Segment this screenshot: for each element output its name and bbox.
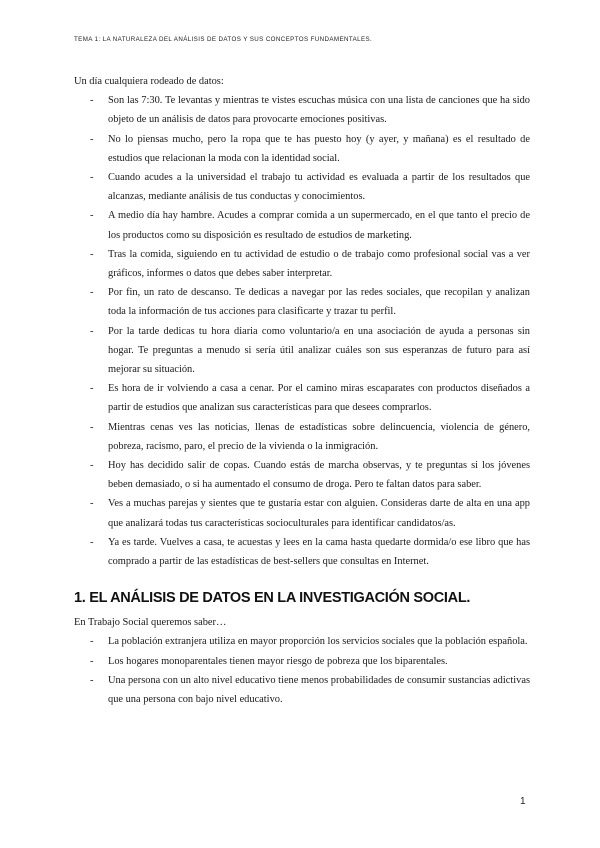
list-item: - Cuando acudes a la universidad el trabajo tu actividad es evaluada a partir de los resultados que alcanzas, mediante análisis de tus conductas y conocimientos. [74, 168, 530, 206]
list-item: - No lo piensas mucho, pero la ropa que te has puesto hoy (y ayer, y mañana) es el resultado de estudios que relacionan la moda con la identidad social. [74, 130, 530, 168]
list-item: - Son las 7:30. Te levantas y mientras te vistes escuchas música con una lista de canciones que ha sido objeto de un análisis de datos para provocarte emociones positivas. [74, 91, 530, 129]
daily-data-list [74, 91, 530, 571]
list-item: - Hoy has decidido salir de copas. Cuando estás de marcha observas, y te preguntas si los jóvenes beben demasiado, o si ha aumentado el consumo de droga. Pero te faltan datos para saber. [74, 456, 530, 494]
list-item: - Ya es tarde. Vuelves a casa, te acuestas y lees en la cama hasta quedarte dormida/o ese libro que has comprado a partir de las estadísticas de best-sellers que consultas en Internet. [74, 533, 530, 571]
list-item: - Es hora de ir volviendo a casa a cenar. Por el camino miras escaparates con productos diseñados a partir de estudios que analizan sus características para que desees comprarlos. [74, 379, 530, 417]
list-item: - Por la tarde dedicas tu hora diaria como voluntario/a en una asociación de ayuda a personas sin hogar. Te preguntas a menudo si sería útil analizar cuáles son sus esperanzas de futuro para así mejorar su situación. [74, 322, 530, 380]
list-item: - La población extranjera utiliza en mayor proporción los servicios sociales que la población española. [74, 632, 530, 651]
list-item: - Una persona con un alto nivel educativo tiene menos probabilidades de consumir sustancias adictivas que una persona con bajo nivel educativo. [74, 671, 530, 709]
list-item: - A medio día hay hambre. Acudes a comprar comida a un supermercado, en el que tanto el precio de los productos como su disposición es resultado de estudios de marketing. [74, 206, 530, 244]
section-heading: 1. EL ANÁLISIS DE DATOS EN LA INVESTIGACIÓN SOCIAL. [74, 590, 471, 607]
list-item: - Mientras cenas ves las noticias, llenas de estadísticas sobre delincuencia, violencia de género, pobreza, racismo, paro, el precio de la vivienda o la inmigración. [74, 418, 530, 456]
list-item: - Ves a muchas parejas y sientes que te gustaría estar con alguien. Consideras darte de alta en una app que analizará todas tus características socioculturales para identificar candidatos/as. [74, 494, 530, 532]
section-intro: En Trabajo Social queremos saber… [74, 617, 227, 629]
page-content [74, 72, 530, 709]
running-header: TEMA 1: LA NATURALEZA DEL ANÁLISIS DE DATOS Y SUS CONCEPTOS FUNDAMENTALES. [74, 36, 373, 43]
social-work-questions-list [74, 632, 530, 709]
list-item: - Por fin, un rato de descanso. Te dedicas a navegar por las redes sociales, que recopilan y analizan toda la información de tus acciones para clasificarte y trazar tu perfil. [74, 283, 530, 321]
intro-text: Un día cualquiera rodeado de datos: [74, 76, 224, 87]
list-item: - Tras la comida, siguiendo en tu actividad de estudio o de trabajo como profesional social vas a ver gráficos, informes o datos que debes saber interpretar. [74, 245, 530, 283]
page-number: 1 [520, 796, 526, 807]
list-item: - Los hogares monoparentales tienen mayor riesgo de pobreza que los biparentales. [74, 652, 530, 671]
